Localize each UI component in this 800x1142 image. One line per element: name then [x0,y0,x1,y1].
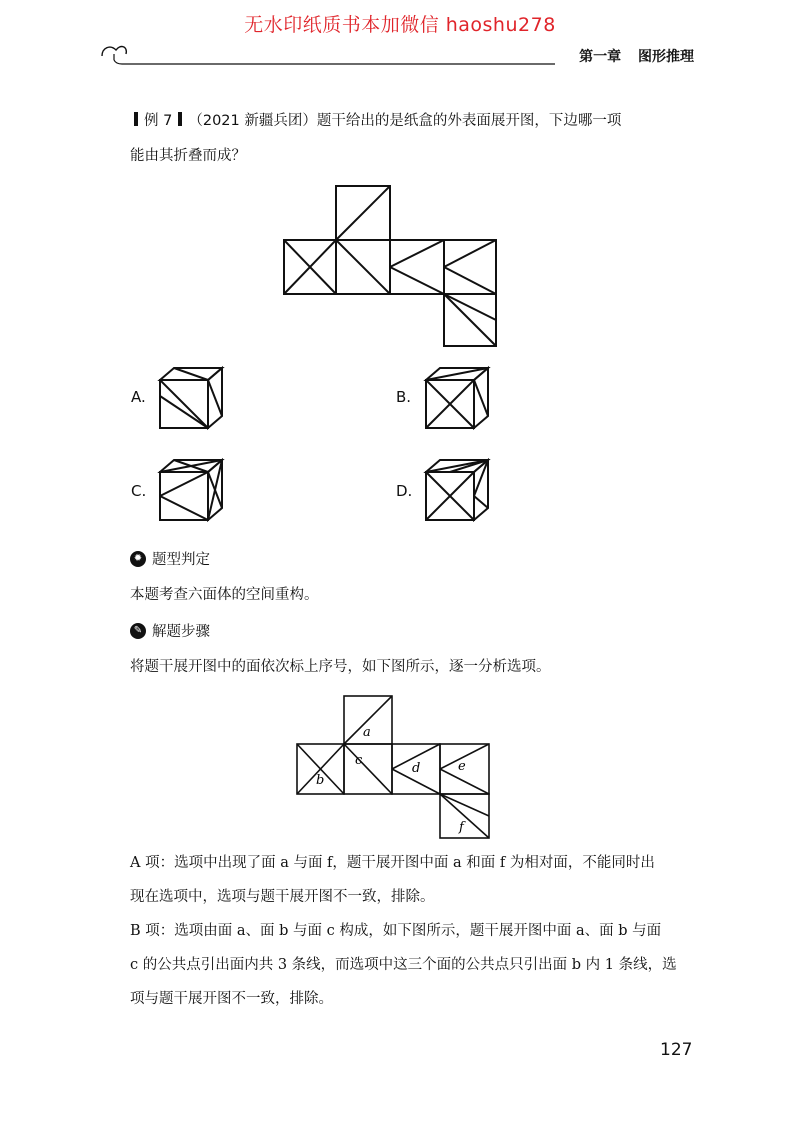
analysis-a-line-2: 现在选项中，选项与题干展开图不一致，排除。 [130,889,435,905]
option-a-label: A. [131,388,146,406]
option-d-label: D. [396,482,413,500]
question-number: 例 7 [144,113,173,129]
section-label: 图形推理 [638,49,694,65]
face-label-b: b [316,773,325,788]
page-number: 127 [660,1040,693,1060]
analysis-b-line-3: 项与题干展开图不一致，排除。 [130,991,333,1007]
pencil-icon: ✎ [130,623,146,639]
question-line-2: 能由其折叠而成？ [130,148,246,164]
question-text: 题干给出的是纸盒的外表面展开图，下边哪一项 [316,113,622,129]
face-label-c: c [355,753,363,768]
cube-net-diagram [282,184,498,346]
steps-section-title: ✎ 解题步骤 [130,620,210,641]
option-c-label: C. [131,482,147,500]
watermark: 无水印纸质书本加微信 haoshu278 [244,14,556,36]
analysis-a-line-1: A 项：选项中出现了面 a 与面 f，题干展开图中面 a 和面 f 为相对面，不能同时出 [130,855,655,871]
option-a-cube[interactable] [158,366,224,430]
type-text: 本题考查六面体的空间重构。 [130,587,319,603]
analysis-b-line-2: c 的公共点引出面内共 3 条线，而选项中这三个面的公共点只引出面 b 内 1 条线，选 [130,957,677,973]
steps-intro: 将题干展开图中的面依次标上序号，如下图所示，逐一分析选项。 [130,659,551,675]
face-label-d: d [412,761,421,776]
marker-bar [178,112,182,126]
face-label-f: f [459,820,464,835]
option-d-cube[interactable] [424,458,494,522]
type-section-title: ✹ 题型判定 [130,548,210,569]
question-source: （2021 新疆兵团） [188,113,317,129]
option-b-label: B. [396,388,412,406]
question-line-1 [128,109,708,130]
labeled-net-diagram [295,694,491,840]
face-label-a: a [363,725,371,740]
chapter-label: 第一章 [579,49,622,65]
face-label-e: e [458,759,466,774]
running-header [567,46,694,66]
analysis-b-line-1: B 项：选项由面 a、面 b 与面 c 构成，如下图所示，题干展开图中面 a、面 b 与面 [130,923,662,939]
option-c-cube[interactable] [158,458,224,522]
lightbulb-icon: ✹ [130,551,146,567]
option-b-cube[interactable] [424,366,490,430]
marker-bar [134,112,138,126]
